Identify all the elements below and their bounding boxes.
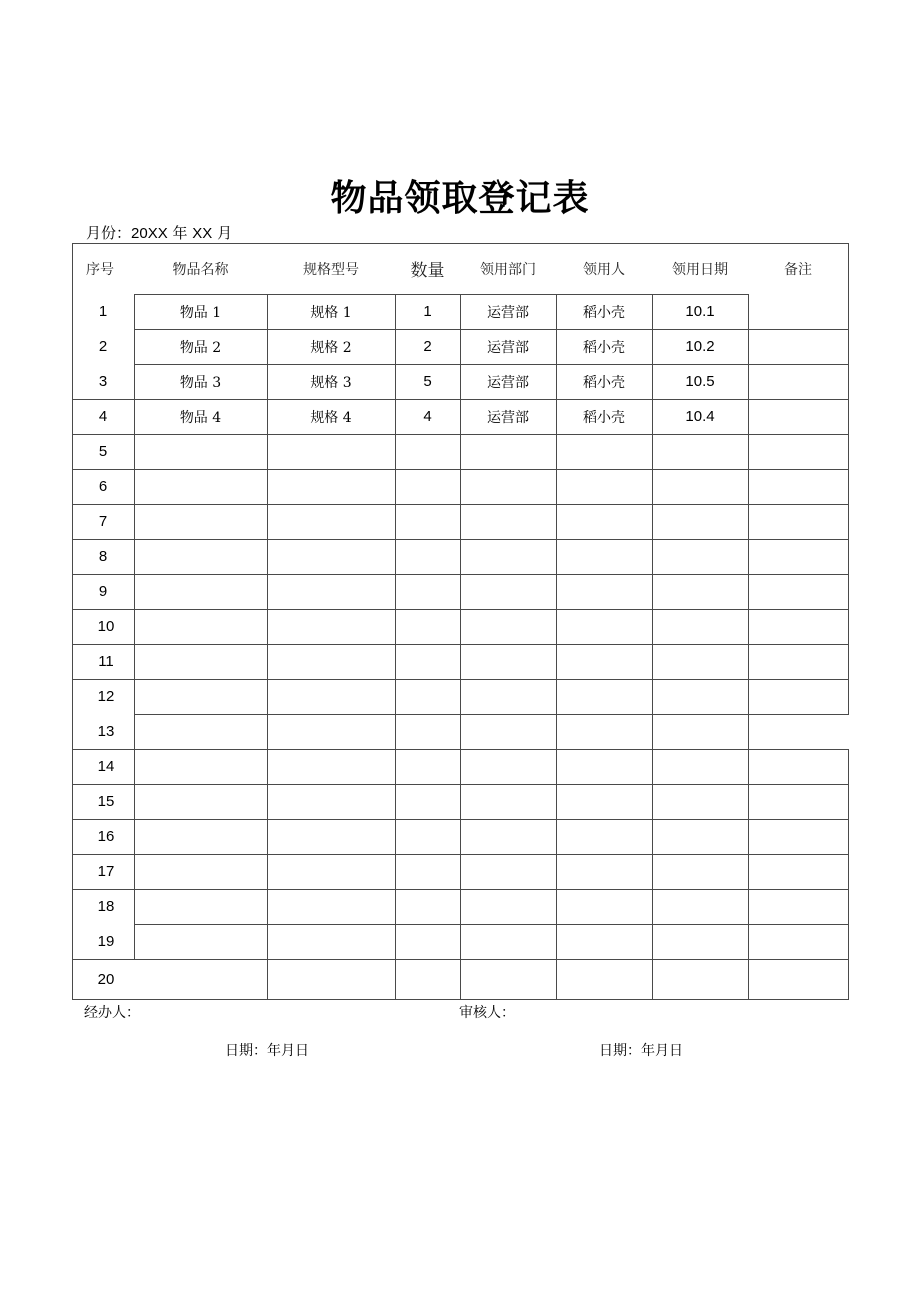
cell-spec xyxy=(267,609,395,644)
handler-label: 经办人： xyxy=(84,1005,140,1021)
cell-seq: 13 xyxy=(97,723,115,740)
cell-seq: 20 xyxy=(97,970,115,988)
cell-spec xyxy=(267,644,395,679)
cell-recipient xyxy=(556,469,652,504)
cell-recipient: 稻小壳 xyxy=(583,304,625,321)
cell-spec xyxy=(267,574,395,609)
cell-department xyxy=(460,924,556,959)
cell-remarks xyxy=(748,609,848,644)
header-spec: 规格型号 xyxy=(303,261,359,278)
reviewer-date: 日期：年月日 xyxy=(599,1043,683,1059)
cell-recipient: 稻小壳 xyxy=(583,374,625,391)
cell-quantity xyxy=(395,679,460,714)
cell-date xyxy=(652,714,748,749)
cell-quantity xyxy=(395,854,460,889)
cell-seq: 12 xyxy=(97,688,115,705)
cell-department xyxy=(460,539,556,574)
cell-recipient xyxy=(556,749,652,784)
cell-date: 10.1 xyxy=(685,303,715,320)
cell-remarks xyxy=(748,329,848,364)
cell-spec xyxy=(267,749,395,784)
cell-recipient xyxy=(556,609,652,644)
cell-remarks xyxy=(748,679,848,714)
cell-item-name xyxy=(134,889,267,924)
cell-spec: 规格 4 xyxy=(310,409,352,426)
cell-recipient xyxy=(556,574,652,609)
header-item-name: 物品名称 xyxy=(172,261,229,278)
cell-remarks xyxy=(748,364,848,399)
cell-item-name xyxy=(134,819,267,854)
cell-spec xyxy=(267,504,395,539)
cell-date xyxy=(652,924,748,959)
cell-date: 10.4 xyxy=(685,408,715,425)
cell-department xyxy=(460,434,556,469)
cell-remarks xyxy=(748,924,848,959)
cell-quantity xyxy=(395,609,460,644)
cell-item-name: 物品 4 xyxy=(179,409,222,426)
cell-recipient xyxy=(556,924,652,959)
cell-department xyxy=(460,959,556,999)
cell-date xyxy=(652,819,748,854)
cell-item-name xyxy=(134,644,267,679)
cell-spec xyxy=(267,959,395,999)
cell-seq: 18 xyxy=(97,898,115,915)
cell-seq: 4 xyxy=(98,408,108,425)
cell-seq: 19 xyxy=(97,933,115,950)
cell-date xyxy=(652,504,748,539)
cell-date xyxy=(652,959,748,999)
cell-quantity xyxy=(395,574,460,609)
cell-recipient xyxy=(556,714,652,749)
cell-seq: 7 xyxy=(98,513,108,530)
cell-date xyxy=(652,784,748,819)
cell-quantity xyxy=(395,959,460,999)
cell-recipient xyxy=(556,644,652,679)
cell-seq: 16 xyxy=(97,828,115,845)
cell-remarks xyxy=(748,539,848,574)
cell-item-name xyxy=(134,959,267,999)
cell-date xyxy=(652,434,748,469)
cell-department xyxy=(460,469,556,504)
cell-remarks xyxy=(748,714,848,749)
month-year-value: 20XX xyxy=(131,225,168,242)
cell-spec: 规格 1 xyxy=(310,304,352,321)
cell-department xyxy=(460,854,556,889)
cell-item-name xyxy=(134,679,267,714)
cell-item-name xyxy=(134,434,267,469)
cell-seq: 5 xyxy=(98,443,108,460)
cell-date xyxy=(652,574,748,609)
cell-item-name xyxy=(134,469,267,504)
cell-recipient xyxy=(556,784,652,819)
cell-item-name xyxy=(134,539,267,574)
page-title: 物品领取登记表 xyxy=(330,178,590,219)
cell-quantity xyxy=(395,924,460,959)
cell-item-name xyxy=(134,714,267,749)
cell-seq: 14 xyxy=(97,758,115,775)
cell-quantity: 4 xyxy=(423,408,432,425)
cell-item-name xyxy=(134,749,267,784)
cell-quantity xyxy=(395,819,460,854)
month-value: XX xyxy=(192,225,213,242)
cell-seq: 8 xyxy=(98,548,108,565)
cell-spec xyxy=(267,924,395,959)
cell-remarks xyxy=(748,504,848,539)
cell-remarks xyxy=(748,854,848,889)
cell-quantity xyxy=(395,784,460,819)
cell-department: 运营部 xyxy=(487,304,529,321)
cell-item-name xyxy=(134,504,267,539)
cell-department xyxy=(460,504,556,539)
cell-date xyxy=(652,539,748,574)
cell-remarks xyxy=(748,469,848,504)
cell-quantity: 1 xyxy=(423,303,432,320)
header-recipient: 领用人 xyxy=(583,261,625,278)
cell-quantity xyxy=(395,469,460,504)
cell-date: 10.2 xyxy=(685,338,715,355)
cell-remarks xyxy=(748,749,848,784)
cell-date xyxy=(652,749,748,784)
cell-recipient xyxy=(556,504,652,539)
cell-recipient xyxy=(556,959,652,999)
cell-recipient: 稻小壳 xyxy=(583,409,625,426)
cell-date xyxy=(652,889,748,924)
cell-item-name xyxy=(134,924,267,959)
cell-item-name: 物品 2 xyxy=(179,339,222,356)
cell-department xyxy=(460,784,556,819)
reviewer-label: 审核人： xyxy=(459,1005,515,1021)
header-date: 领用日期 xyxy=(672,261,728,278)
cell-quantity xyxy=(395,889,460,924)
cell-seq: 6 xyxy=(98,478,108,495)
cell-quantity xyxy=(395,539,460,574)
cell-spec xyxy=(267,539,395,574)
cell-department: 运营部 xyxy=(487,409,529,426)
cell-date: 10.5 xyxy=(685,373,715,390)
cell-remarks xyxy=(748,784,848,819)
cell-spec xyxy=(267,854,395,889)
cell-seq: 1 xyxy=(98,303,108,320)
header-department: 领用部门 xyxy=(480,261,536,278)
cell-department xyxy=(460,679,556,714)
cell-recipient xyxy=(556,539,652,574)
cell-quantity xyxy=(395,714,460,749)
cell-item-name xyxy=(134,784,267,819)
cell-department xyxy=(460,574,556,609)
cell-department xyxy=(460,749,556,784)
cell-spec xyxy=(267,784,395,819)
cell-spec xyxy=(267,679,395,714)
cell-department xyxy=(460,644,556,679)
cell-quantity xyxy=(395,434,460,469)
cell-seq: 3 xyxy=(98,373,108,390)
cell-recipient xyxy=(556,434,652,469)
cell-remarks xyxy=(748,574,848,609)
month-unit: 月 xyxy=(217,224,233,242)
cell-quantity: 5 xyxy=(423,373,432,390)
cell-seq: 11 xyxy=(98,653,114,670)
cell-remarks xyxy=(748,399,848,434)
cell-remarks xyxy=(748,889,848,924)
cell-quantity: 2 xyxy=(423,338,432,355)
header-remarks: 备注 xyxy=(784,261,812,278)
header-quantity: 数量 xyxy=(410,261,445,281)
cell-spec xyxy=(267,889,395,924)
cell-quantity xyxy=(395,644,460,679)
cell-seq: 2 xyxy=(98,338,108,355)
cell-recipient xyxy=(556,819,652,854)
cell-department xyxy=(460,889,556,924)
cell-spec: 规格 3 xyxy=(310,374,352,391)
cell-recipient: 稻小壳 xyxy=(583,339,625,356)
month-label: 月份： xyxy=(86,224,132,242)
cell-remarks xyxy=(748,819,848,854)
cell-department xyxy=(460,714,556,749)
cell-spec xyxy=(267,819,395,854)
cell-department xyxy=(460,609,556,644)
cell-spec: 规格 2 xyxy=(310,339,352,356)
cell-remarks xyxy=(748,644,848,679)
cell-date xyxy=(652,679,748,714)
cell-date xyxy=(652,609,748,644)
cell-spec xyxy=(267,434,395,469)
cell-remarks xyxy=(748,434,848,469)
cell-item-name: 物品 1 xyxy=(179,304,222,321)
cell-spec xyxy=(267,714,395,749)
cell-item-name xyxy=(134,609,267,644)
cell-department: 运营部 xyxy=(487,339,529,356)
cell-seq: 17 xyxy=(97,863,115,880)
cell-recipient xyxy=(556,679,652,714)
cell-item-name xyxy=(134,574,267,609)
cell-date xyxy=(652,644,748,679)
cell-recipient xyxy=(556,854,652,889)
month-year-unit: 年 xyxy=(172,224,188,242)
cell-department xyxy=(460,819,556,854)
cell-remarks xyxy=(748,959,848,999)
cell-seq: 9 xyxy=(98,583,108,600)
cell-date xyxy=(652,469,748,504)
header-seq: 序号 xyxy=(86,261,114,278)
cell-department: 运营部 xyxy=(487,374,529,391)
cell-remarks xyxy=(748,294,848,329)
cell-recipient xyxy=(556,889,652,924)
handler-date: 日期：年月日 xyxy=(225,1043,309,1059)
cell-quantity xyxy=(395,504,460,539)
cell-spec xyxy=(267,469,395,504)
cell-date xyxy=(652,854,748,889)
cell-item-name: 物品 3 xyxy=(179,374,222,391)
cell-seq: 10 xyxy=(97,618,115,635)
cell-item-name xyxy=(134,854,267,889)
cell-seq: 15 xyxy=(97,793,115,810)
cell-quantity xyxy=(395,749,460,784)
